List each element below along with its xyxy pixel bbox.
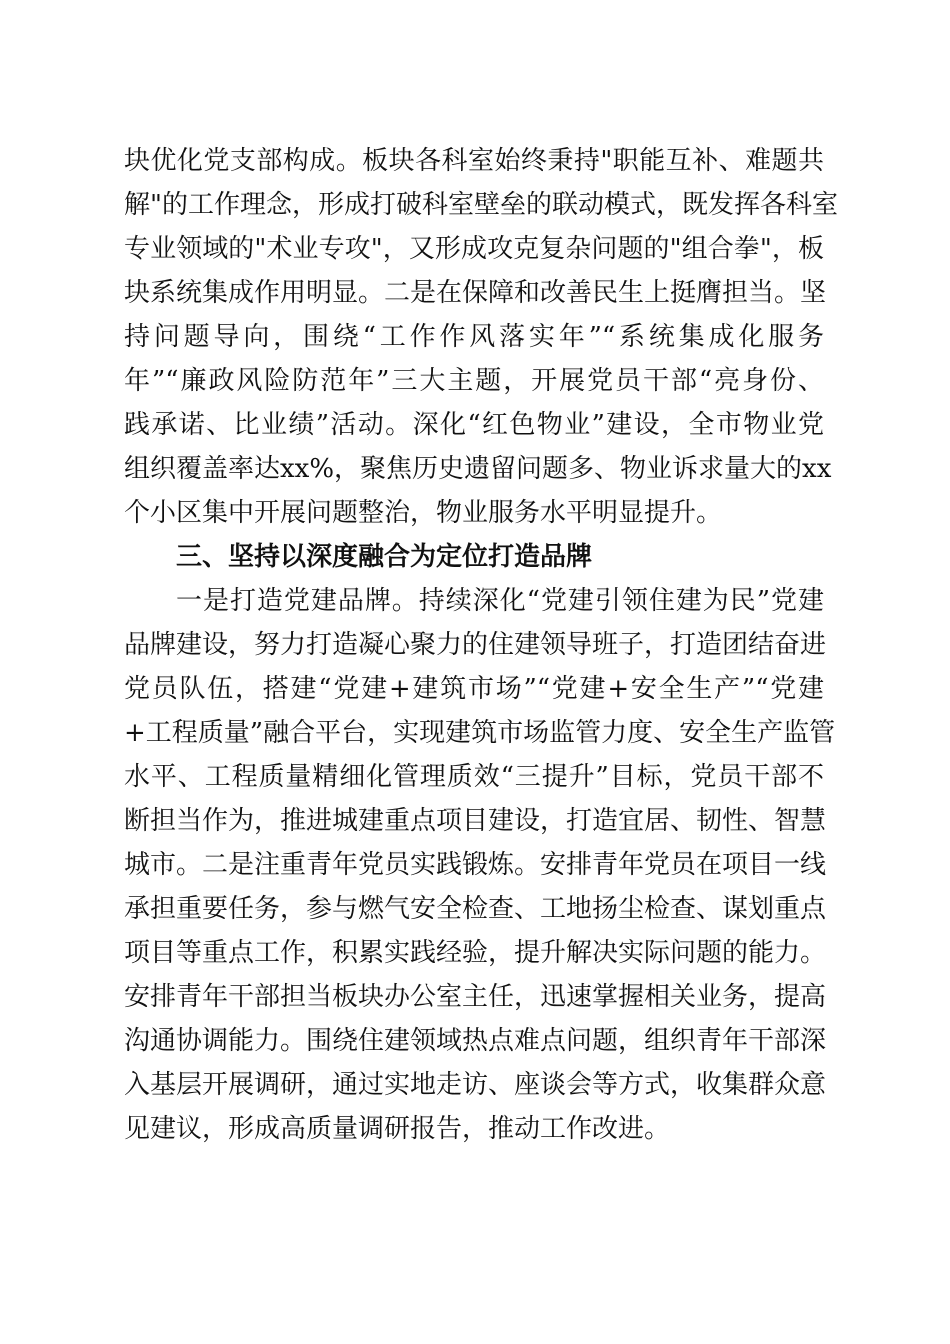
text-line: 沟通协调能力。围绕住建领域热点难点问题，组织青年干部深 xyxy=(124,1026,827,1056)
paragraph-continued xyxy=(124,139,838,535)
document-body xyxy=(124,139,838,1151)
text-line: 践承诺、比业绩”活动。深化“红色物业”建设，全市物业党 xyxy=(124,410,824,440)
text-line: 组织覆盖率达xx%，聚焦历史遗留问题多、物业诉求量大的xx xyxy=(124,454,832,484)
text-line: +工程质量”融合平台，实现建筑市场监管力度、安全生产监管 xyxy=(124,718,836,748)
text-line: 解"的工作理念，形成打破科室壁垒的联动模式，既发挥各科室 xyxy=(124,190,838,220)
text-line: 块系统集成作用明显。二是在保障和改善民生上挺膺担当。坚 xyxy=(124,278,827,308)
text-line: 个小区集中开展问题整治，物业服务水平明显提升。 xyxy=(124,498,723,528)
text-line: 块优化党支部构成。板块各科室始终秉持"职能互补、难题共 xyxy=(124,146,824,176)
section-heading: 三、坚持以深度融合为定位打造品牌 xyxy=(176,542,593,572)
text-line: 安排青年干部担当板块办公室主任，迅速掌握相关业务，提高 xyxy=(124,982,827,1012)
text-line: 断担当作为，推进城建重点项目建设，打造宜居、韧性、智慧 xyxy=(124,806,827,836)
text-line: 项目等重点工作，积累实践经验，提升解决实际问题的能力。 xyxy=(124,938,827,968)
text-line: 入基层开展调研，通过实地走访、座谈会等方式，收集群众意 xyxy=(124,1070,827,1100)
text-line: 持问题导向，围绕“工作作风落实年”“系统集成化服务 xyxy=(124,322,824,352)
text-line: 专业领域的"术业专攻"，又形成攻克复杂问题的"组合拳"，板 xyxy=(124,234,824,264)
text-line: 党员队伍，搭建“党建+建筑市场”“党建+安全生产”“党建 xyxy=(124,674,824,704)
text-line: 承担重要任务，参与燃气安全检查、工地扬尘检查、谋划重点 xyxy=(124,894,827,924)
text-line: 水平、工程质量精细化管理质效“三提升”目标，党员干部不 xyxy=(124,762,824,792)
text-line: 城市。二是注重青年党员实践锻炼。安排青年党员在项目一线 xyxy=(124,850,827,880)
text-line: 年”“廉政风险防范年”三大主题，开展党员干部“亮身份、 xyxy=(124,366,824,396)
text-line: 见建议，形成高质量调研报告，推动工作改进。 xyxy=(124,1114,671,1144)
text-line: 品牌建设，努力打造凝心聚力的住建领导班子，打造团结奋进 xyxy=(124,630,827,660)
paragraph xyxy=(124,579,836,1151)
text-line: 一是打造党建品牌。持续深化“党建引领住建为民”党建 xyxy=(176,586,824,616)
